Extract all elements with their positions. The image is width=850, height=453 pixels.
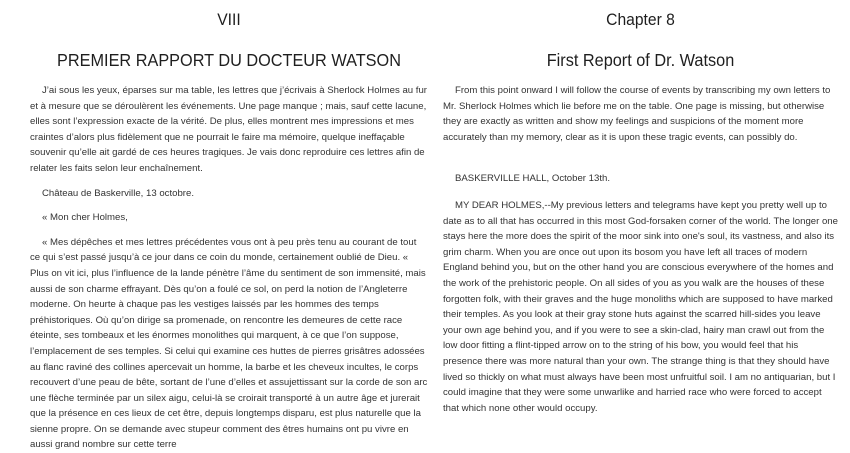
paragraph: From this point onward I will follow the course of events by transcribing my own letters to Mr. Sherlock Holmes which lie before me on the table. One page is missing, but otherwise they are exactly as written and show my feelings and suspicions of the moment more accurately than my memory, clear as it is upon these tragic events, can possibly do.: [443, 85, 831, 143]
letter-dateline: Château de Baskerville, 13 octobre.: [42, 187, 194, 199]
english-column: [443, 0, 838, 416]
chapter-title: PREMIER RAPPORT DU DOCTEUR WATSON: [57, 50, 401, 70]
letter-dateline: BASKERVILLE HALL, October 13th.: [455, 173, 611, 185]
chapter-number: VIII: [217, 10, 241, 29]
chapter-number: Chapter 8: [606, 10, 675, 29]
chapter-body: [443, 83, 838, 416]
letter-salutation: « Mon cher Holmes,: [42, 212, 128, 224]
french-column: [30, 0, 428, 453]
paragraph: « Mes dépêches et mes lettres précédentes vous ont à peu près tenu au courant de tout ce qui s’est passé jusqu’à ce jour dans ce coin du monde, certainement oublié de Dieu. « Plus on vit ici, plus l’influence de la lande pénètre l’âme du sentiment de son immensité, mais aussi de son charme effrayant. Dès qu’on a foulé ce sol, on perd la notion de l’Angleterre moderne. On heurte à chaque pas les vestiges laissés par les hommes des temps préhistoriques. Où qu’on dirige sa promenade, on rencontre les demeures de cette race éteinte, ses tombeaux et les énormes monolithes qui marquent, à ce que l’on suppose, l’emplacement de ses temples. Si celui qui examine ces huttes de pierres grisâtres adossées au flanc raviné des collines apercevait un homme, la barbe et les cheveux incultes, le corps recouvert d’une peau de bête, sortant de l’une d’elles et assujettissant sur la corde de son arc une flèche terminée par un silex aigu, celui-là se croirait transporté à un autre âge et jurerait que la présence en ces lieux de cet être, depuis longtemps disparu, est plus naturelle que la sienne propre. On se demande avec stupeur comment des êtres humains ont pu vivre en aussi grand nombre sur cette terre: [30, 236, 428, 451]
paragraph: MY DEAR HOLMES,--My previous letters and telegrams have kept you pretty well up to date as to all that has occurred in this most God-forsaken corner of the world. The longer one stays here the more does the spirit of the moor sink into one's soul, its vastness, and also its grim charm. When you are once out upon its bosom you have left all traces of modern England behind you, but on the other hand you are conscious everywhere of the homes and the work of the prehistoric people. On all sides of you as you walk are the houses of these forgotten folk, with their graves and the huge monoliths which are supposed to have marked their temples. As you look at their gray stone huts against the scarred hill-sides you leave your own age behind you, and if you were to see a skin-clad, hairy man crawl out from the low door fitting a flint-tipped arrow on to the string of his bow, you would feel that his presence there was more natural than your own. The strange thing is that they should have lived so thickly on what must always have been most unfruitful soil. I am no antiquarian, but I could imagine that they were some unwarlike and harried race who were forced to accept that which none other would occupy.: [443, 199, 838, 414]
chapter-body: [30, 83, 428, 453]
paragraph: J’ai sous les yeux, éparses sur ma table, les lettres que j’écrivais à Sherlock Holmes au fur et à mesure que se déroulèrent les événements. Une page manque ; mais, sauf cette lacune, elles sont l’expression exacte de la vérité. De plus, elles montrent mes impressions et mes craintes d’alors plus fidèlement que ne pourrait le faire ma mémoire, quelque ineffaçable souvenir qu’elle ait gardé de ces heures tragiques. Je vais donc reproduire ces lettres afin de relater les faits selon leur enchaînement.: [30, 85, 427, 174]
chapter-title: First Report of Dr. Watson: [546, 50, 735, 70]
